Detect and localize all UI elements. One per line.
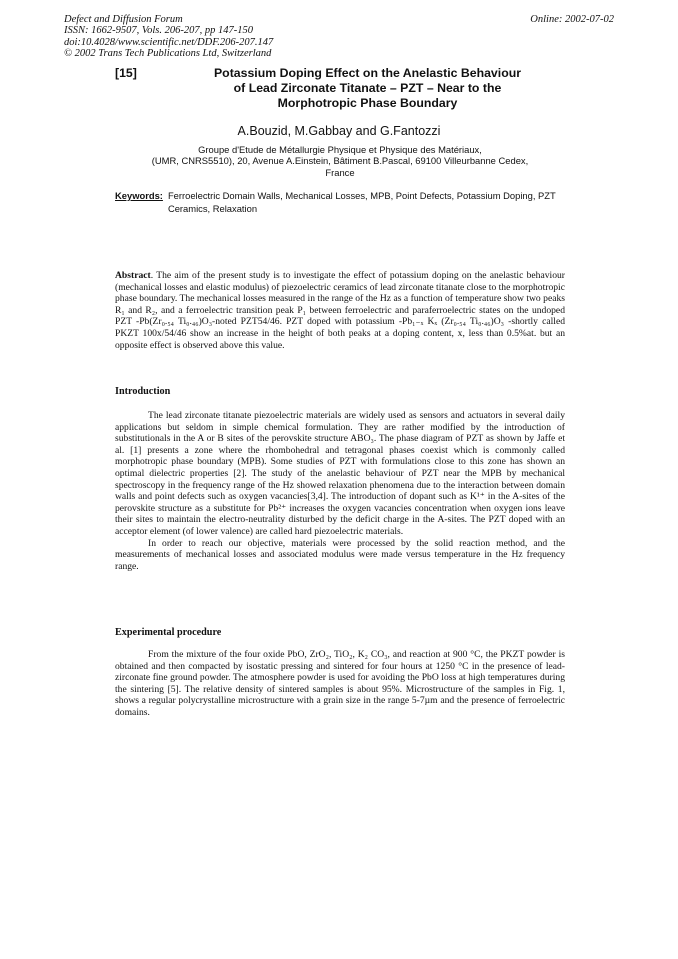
title-line: Morphotropic Phase Boundary (277, 96, 458, 110)
abstract-label: Abstract (115, 270, 151, 281)
journal-copyright: © 2002 Trans Tech Publications Ltd, Switzerland (64, 48, 272, 60)
journal-issn: ISSN: 1662-9507, Vols. 206-207, pp 147-150 (64, 25, 253, 37)
paper-title (145, 66, 590, 111)
experimental-paragraph: From the mixture of the four oxide PbO, ZrO₂, TiO₂, K₂ CO₃, and reaction at 900 °C, the PKZT powder is obtained and then compacted by isostatic pressing and sintered for four hours at 1250 °C in the presence of lead-zirconate fine ground powder. The atmosphere powder is used for avoiding the PbO loss at high temperatures during the sintering [5]. The relative density of sintered samples is about 95%. Microstructure of the samples in Fig. 1, shows a regular polycrystalline microstructure with a grain size in the range 5-7µm and the presence of ferroelectric domains. (115, 649, 565, 718)
introduction-heading: Introduction (115, 386, 171, 397)
affiliation-line: Groupe d'Etude de Métallurgie Physique et Physique des Matériaux, (198, 144, 482, 155)
affiliation-line: France (325, 166, 355, 178)
abstract (115, 270, 565, 351)
journal-doi: doi:10.4028/www.scientific.net/DDF.206-207.147 (64, 36, 274, 48)
title-line: of Lead Zirconate Titanate – PZT – Near to the (233, 81, 502, 95)
online-date: Online: 2002-07-02 (530, 14, 614, 25)
affiliation (100, 144, 580, 178)
reference-number: [15] (115, 66, 137, 80)
journal-name: Defect and Diffusion Forum (64, 14, 183, 25)
affiliation-line: (UMR, CNRS5510), 20, Avenue A.Einstein, Bâtiment B.Pascal, 69100 Villeurbanne Cedex, (151, 155, 529, 167)
author-list: A.Bouzid, M.Gabbay and G.Fantozzi (237, 124, 441, 138)
keywords-text: Ferroelectric Domain Walls, Mechanical Losses, MPB, Point Defects, Potassium Doping, PZT Ceramics, Relaxation (167, 190, 556, 214)
keywords (115, 190, 560, 215)
abstract-text: . The aim of the present study is to investigate the effect of potassium doping on the anelastic behaviour (mechanical losses and elastic modulus) of piezoelectric ceramics of lead zirconate titanate close to the morphotropic phase boundary. The mechanical losses measured in the range of the Hz as a function of temperature show two peaks R₁ and R₂, and a ferroelectric transition peak P₁ between ferroelectric and paraferroelectric states on the undoped PZT -Pb(Zr₀.₅₄ Ti₀.₄₆)O₃-noted PZT54/46. PZT doped with potassium -Pb₁₋ₓ Kₓ (Zr₀.₅₄ Ti₀.₄₆)O₃ -shortly called PKZT 100x/54/46 show an increase in the height of both peaks at a doping content, x, less than 0.5%at. but an opposite effect is observed above this value. (115, 270, 565, 351)
introduction-body (115, 410, 565, 572)
keywords-label: Keywords: (115, 190, 163, 201)
experimental-body (115, 649, 565, 719)
title-line: Potassium Doping Effect on the Anelastic Behaviour (213, 66, 521, 80)
experimental-heading: Experimental procedure (115, 627, 222, 638)
title-block (115, 66, 590, 111)
introduction-paragraph: The lead zirconate titanate piezoelectric materials are widely used as sensors and actuators in several daily applications but seldom in simple chemical formulation. They are rather modified by the introduction of substitutionals in the A or B sites of the perovskite structure ABO₃. The phase diagram of PZT as shown by Jaffe et al. [1] presents a zone where the rhombohedral and tetragonal phases coexist which is commonly called morphotropic phase boundary (MPB). Some studies of PZT with formulations close to this zone has shown an optimal dielectric properties [2]. The study of the anelastic behaviour of PZT near the MPB by mechanical spectroscopy in the frequency range of the Hz showed relaxation phenomena due to the interaction between domain walls and point defects such as oxygen vacancies[3,4]. The introduction of dopant such as K¹⁺ in the A-sites of the perovskite structure as a substitute for Pb²⁺ increases the oxygen vacancies concentration when oxygen ions leave their sites to maintain the electro-neutrality disturbed by the deficit charge in the A-sites. The PZT doped with an acceptor element (of lower valence) are called hard piezoelectric materials. (115, 410, 565, 537)
journal-header (64, 14, 614, 60)
introduction-paragraph: In order to reach our objective, materials were processed by the solid reaction method, and the measurements of mechanical losses and associated modulus were made versus temperature in the Hz frequency range. (115, 537, 565, 572)
